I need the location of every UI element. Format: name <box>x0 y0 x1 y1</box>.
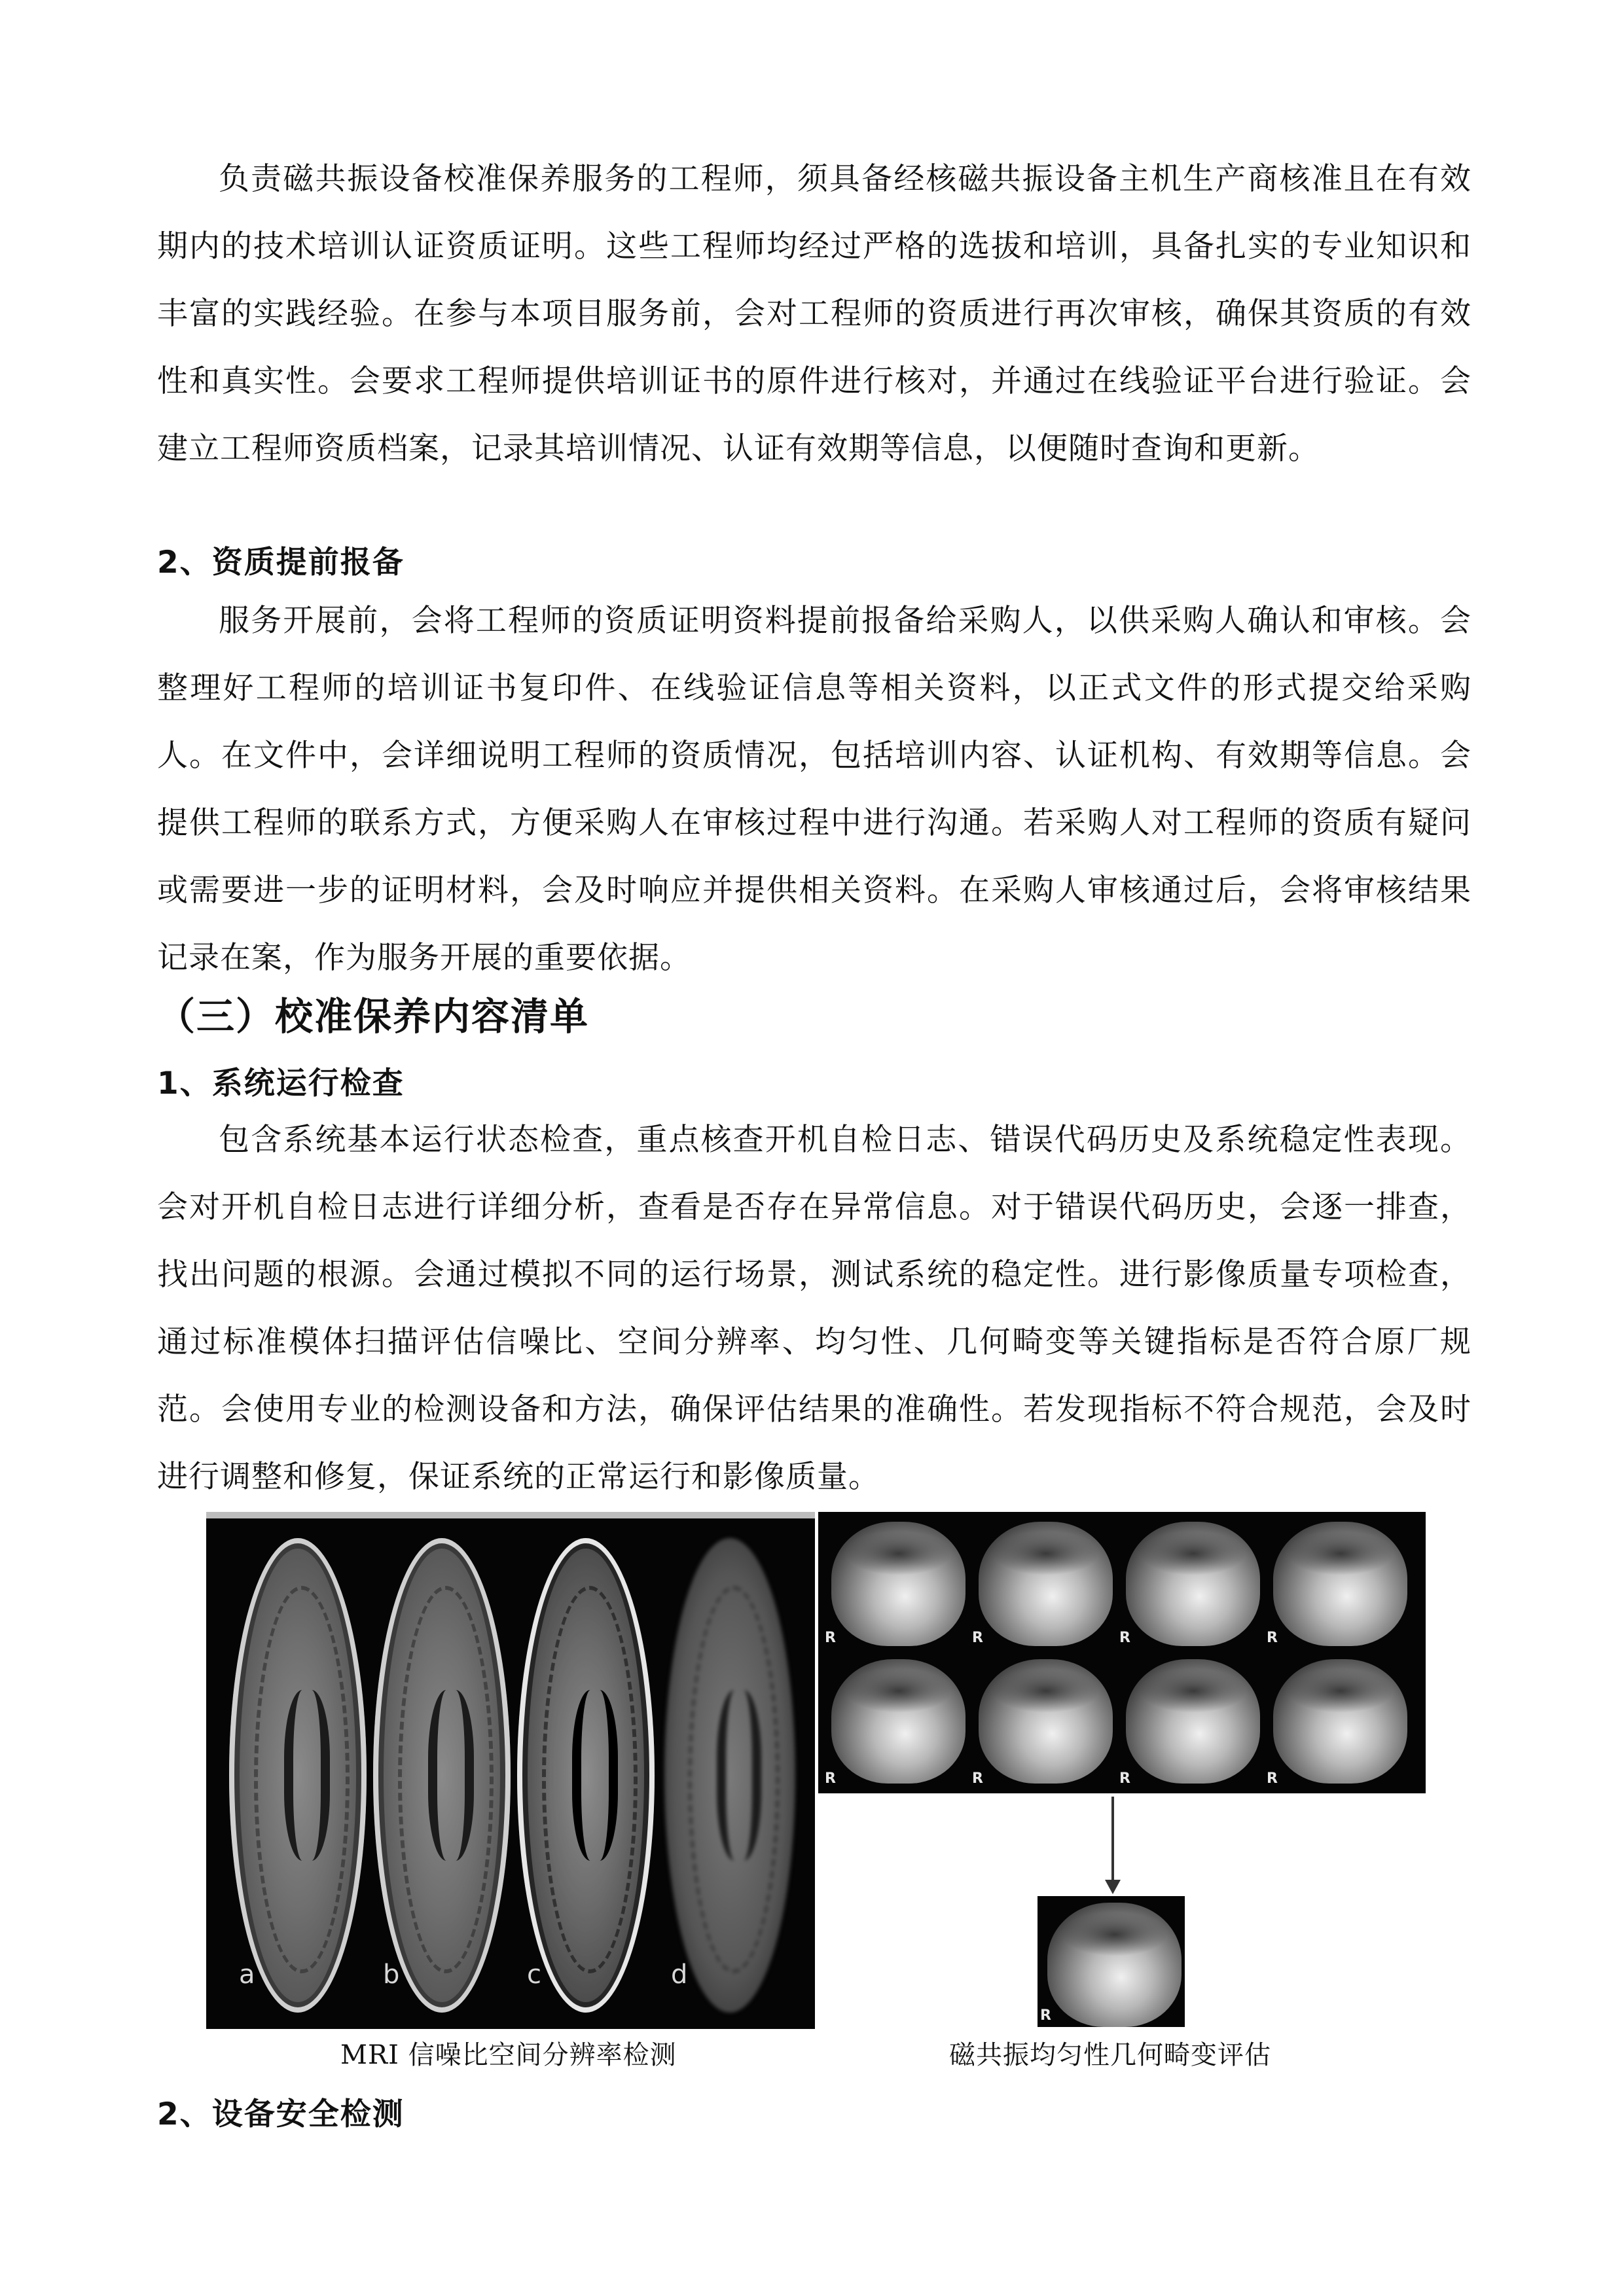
slice-2 <box>979 1522 1113 1646</box>
slice-5 <box>831 1659 965 1784</box>
orientation-marker: R <box>1267 1630 1278 1646</box>
slice-4 <box>1273 1522 1407 1646</box>
uniformity-slices-grid <box>818 1512 1426 1793</box>
heading-qualification-report: 2、资质提前报备 <box>157 545 405 581</box>
orientation-marker: R <box>825 1630 836 1646</box>
caption-mri-snr: MRI 信噪比空间分辨率检测 <box>340 2040 677 2070</box>
slice-8 <box>1273 1659 1407 1784</box>
paragraph-engineer-qualification: 负责磁共振设备校准保养服务的工程师，须具备经核磁共振设备主机生产商核准且在有效期内的技术培训认证资质证明。这些工程师均经过严格的选拔和培训，具备扎实的专业知识和丰富的实践经验。在参与本项目服务前，会对工程师的资质进行再次审核，确保其资质的有效性和真实性。会要求工程师提供培训证书的原件进行核对，并通过在线验证平台进行验证。会建立工程师资质档案，记录其培训情况、认证有效期等信息，以便随时查询和更新。 <box>157 161 1471 467</box>
panel-label-c: c <box>527 1960 541 1990</box>
slice-6 <box>979 1659 1113 1784</box>
slice-7 <box>1126 1659 1260 1784</box>
down-arrow-icon <box>1105 1880 1121 1894</box>
paragraph-qualification-report: 服务开展前，会将工程师的资质证明资料提前报备给采购人，以供采购人确认和审核。会整理好工程师的培训证书复印件、在线验证信息等相关资料，以正式文件的形式提交给采购人。在文件中，会详细说明工程师的资质情况，包括培训内容、认证机构、有效期等信息。会提供工程师的联系方式，方便采购人在审核过程中进行沟通。若采购人对工程师的资质有疑问或需要进一步的证明材料，会及时响应并提供相关资料。在采购人审核通过后，会将审核结果记录在案，作为服务开展的重要依据。 <box>157 603 1471 976</box>
slice-3 <box>1126 1522 1260 1646</box>
heading-system-check: 1、系统运行检查 <box>157 1066 405 1102</box>
brain-slice-d <box>664 1538 795 2013</box>
orientation-marker: R <box>1267 1770 1278 1787</box>
orientation-marker: R <box>1119 1770 1130 1787</box>
panel-label-b: b <box>383 1960 400 1990</box>
orientation-marker: R <box>825 1770 836 1787</box>
brain-slice-c <box>517 1538 655 2013</box>
down-arrow-line <box>1111 1797 1114 1885</box>
combined-slice <box>1047 1903 1182 2027</box>
orientation-marker: R <box>1119 1630 1130 1646</box>
slice-1 <box>831 1522 965 1646</box>
panel-label-a: a <box>239 1960 255 1990</box>
panel-label-d: d <box>671 1960 688 1990</box>
brain-slice-b <box>373 1538 511 2013</box>
brain-slice-a <box>229 1538 367 2013</box>
mri-snr-resolution-figure <box>206 1512 815 2029</box>
heading-safety-check: 2、设备安全检测 <box>157 2096 405 2132</box>
caption-uniformity: 磁共振均匀性几何畸变评估 <box>949 2040 1271 2070</box>
orientation-marker: R <box>1040 2007 1051 2024</box>
orientation-marker: R <box>972 1770 983 1787</box>
combined-slice-figure <box>1038 1896 1185 2027</box>
figure-top-border <box>206 1512 815 1518</box>
orientation-marker: R <box>972 1630 983 1646</box>
heading-maintenance-content-list: （三）校准保养内容清单 <box>157 994 590 1039</box>
paragraph-system-check: 包含系统基本运行状态检查，重点核查开机自检日志、错误代码历史及系统稳定性表现。会对开机自检日志进行详细分析，查看是否存在异常信息。对于错误代码历史，会逐一排查，找出问题的根源。会通过模拟不同的运行场景，测试系统的稳定性。进行影像质量专项检查，通过标准模体扫描评估信噪比、空间分辨率、均匀性、几何畸变等关键指标是否符合原厂规范。会使用专业的检测设备和方法，确保评估结果的准确性。若发现指标不符合规范，会及时进行调整和修复，保证系统的正常运行和影像质量。 <box>157 1122 1471 1495</box>
